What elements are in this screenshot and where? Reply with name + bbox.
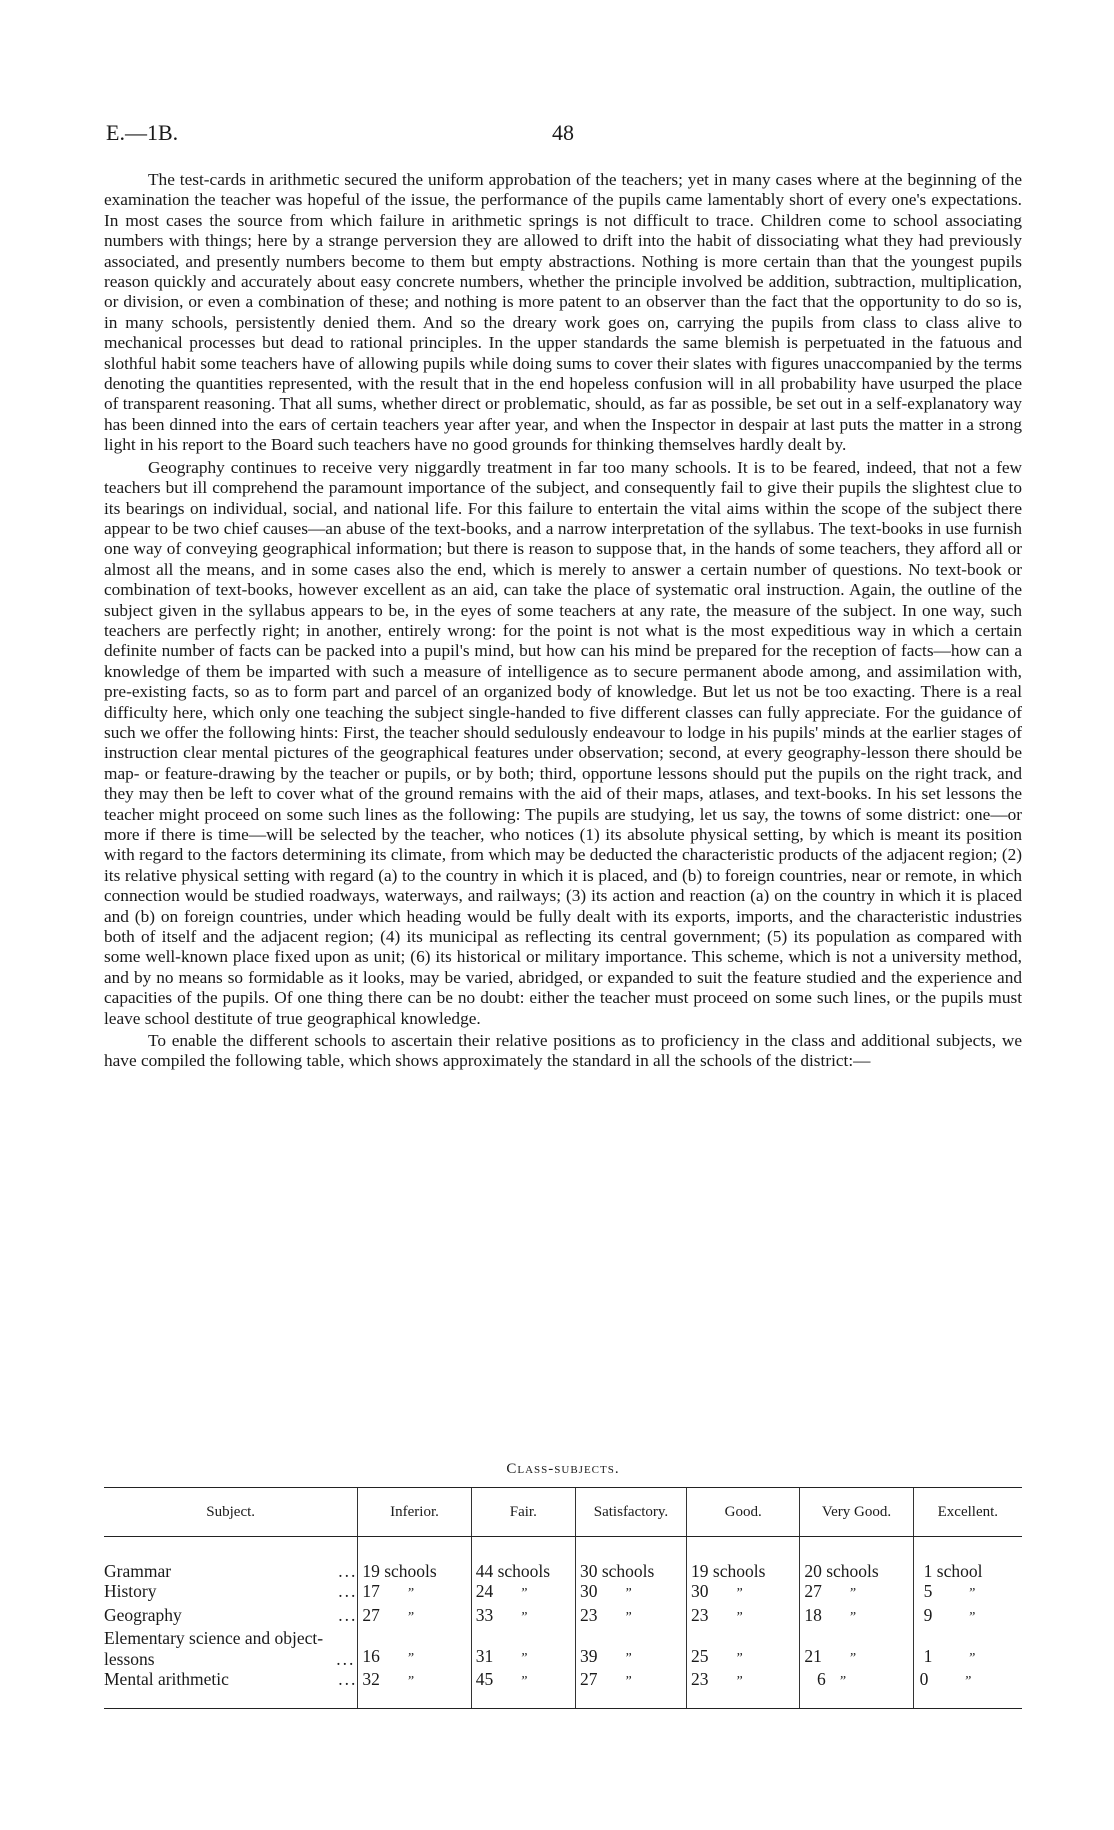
table-row — [104, 1669, 1022, 1709]
header-inferior: Inferior. — [358, 1488, 471, 1537]
class-subjects-table — [104, 1487, 1022, 1709]
value-cell: 33 ” — [471, 1605, 575, 1628]
value-cell: 19 schools — [687, 1537, 800, 1582]
leader-dots: ... — [338, 1581, 358, 1602]
table-row — [104, 1628, 1022, 1669]
subject-cell — [104, 1669, 358, 1709]
value-cell: 6 ” — [800, 1669, 913, 1709]
paragraph-arithmetic: The test-cards in arithmetic secured the uniform approbation of the teachers; yet in many cases where at the beginning of the examination the teacher was hopeful of the issue, the performance of the pupils came lamentably short of every one's expectations. In most cases the source from which failure in arithmetic springs is not difficult to trace. Children come to school associating numbers with things; here by a strange perversion they are allowed to drift into the habit of dissociating what they had previously associated, and presently numbers become to them but empty abstractions. Nothing is more certain than that the youngest pupils reason quickly and accurately about easy concrete numbers, whether the principle involved be addition, subtraction, multiplication, or division, or even a combination of these; and nothing is more patent to an observer than the fact that the opportunity to do so is, in many schools, persistently denied them. And so the dreary work goes on, carrying the pupils from class to class alive to mechanical processes but dead to rational principles. In the upper standards the same blemish is perpetuated in the fatuous and slothful habit some teachers have of allowing pupils while doing sums to cover their slates with figures unaccompanied by the terms denoting the quantities represented, with the result that in the end hopeless confusion will in all probability have usurped the place of transparent reasoning. That all sums, whether direct or problematic, should, as far as possible, be set out in a self-explanatory way has been dinned into the ears of certain teachers year after year, and when the Inspector in despair at last puts the matter in a strong light in his report to the Board such teachers have no good grounds for thinking themselves hardly dealt by. — [104, 170, 1022, 455]
leader-dots: ... — [336, 1648, 356, 1669]
value-cell: 0 ” — [913, 1669, 1022, 1709]
subject-cell — [104, 1581, 358, 1604]
value-cell: 27 ” — [800, 1581, 913, 1604]
page-number: 48 — [552, 120, 574, 145]
value-cell: 44 schools — [471, 1537, 575, 1582]
value-cell: 24 ” — [471, 1581, 575, 1604]
value-cell: 30 ” — [575, 1581, 686, 1604]
value-cell: 16 ” — [358, 1628, 471, 1669]
value-cell: 9 ” — [913, 1605, 1022, 1628]
value-cell: 27 ” — [575, 1669, 686, 1709]
page-header — [106, 120, 1020, 150]
value-cell: 27 ” — [358, 1605, 471, 1628]
header-satisfactory: Satisfactory. — [575, 1488, 686, 1537]
header-subject: Subject. — [104, 1488, 358, 1537]
subject-name: History — [104, 1581, 157, 1602]
subject-cell — [104, 1537, 358, 1582]
body-text — [104, 170, 1022, 1074]
value-cell: 39 ” — [575, 1628, 686, 1669]
header-good: Good. — [687, 1488, 800, 1537]
leader-dots: ... — [338, 1604, 358, 1625]
value-cell: 23 ” — [575, 1605, 686, 1628]
value-cell: 18 ” — [800, 1605, 913, 1628]
value-cell: 5 ” — [913, 1581, 1022, 1604]
value-cell: 32 ” — [358, 1669, 471, 1709]
value-cell: 17 ” — [358, 1581, 471, 1604]
value-cell: 31 ” — [471, 1628, 575, 1669]
table-row — [104, 1581, 1022, 1604]
subject-name: Geography — [104, 1604, 182, 1625]
leader-dots: ... — [338, 1561, 358, 1581]
subject-name: Elementary science and object-lessons — [104, 1628, 324, 1669]
table-row — [104, 1605, 1022, 1628]
value-cell: 45 ” — [471, 1669, 575, 1709]
value-cell: 23 ” — [687, 1605, 800, 1628]
value-cell: 21 ” — [800, 1628, 913, 1669]
value-cell: 30 ” — [687, 1581, 800, 1604]
value-cell: 20 schools — [800, 1537, 913, 1582]
paragraph-table-intro: To enable the different schools to ascertain their relative positions as to proficiency in the class and additional subjects, we have compiled the following table, which shows approximately the standard in all the schools of the district:— — [104, 1031, 1022, 1071]
value-cell: 25 ” — [687, 1628, 800, 1669]
table-row — [104, 1537, 1022, 1582]
value-cell: 19 schools — [358, 1537, 471, 1582]
value-cell: 23 ” — [687, 1669, 800, 1709]
paragraph-geography: Geography continues to receive very niggardly treatment in far too many schools. It is to be feared, indeed, that not a few teachers but ill comprehend the paramount importance of the subject, and consequently fail to give their pupils the slightest clue to its bearings on individual, social, and national life. For this failure to entertain the vital aims within the scope of the subject there appear to be two chief causes—an abuse of the text-books, and a narrow interpretation of the syllabus. The text-books in use furnish one way of conveying geographical information; but there is reason to suppose that, in the hands of some teachers, they afford all or almost all the means, and in some cases also the end, which is merely to answer a certain number of questions. No text-book or combination of text-books, however excellent as an aid, can take the place of systematic oral instruction. Again, the outline of the subject given in the syllabus appears to be, in the eyes of some teachers at any rate, the measure of the subject. In one way, such teachers are perfectly right; in another, entirely wrong: for the point is not what is the most expeditious way in which a certain definite number of facts can be packed into a pupil's mind, but how can his mind be prepared for the reception of facts—how can a knowledge of them be imparted with such a measure of intelligence as to secure permanent abode among, and assimilation with, pre-existing facts, so as to form part and parcel of an organized body of knowledge. But let us not be too exacting. There is a real difficulty here, which only one teaching the subject single-handed to five different classes can fully appreciate. For the guidance of such we offer the following hints: First, the teacher should sedulously endeavour to lodge in his pupils' minds at the earlier stages of instruction clear mental pictures of the geographical features under observation; second, at every geography-lesson there should be map- or feature-drawing by the teacher or pupils, or by both; third, opportune lessons should put the pupils on the right track, and they may then be left to cover what of the ground remains with the aid of their maps, atlases, and text-books. In his set lessons the teacher might proceed on some such lines as the following: The pupils are studying, let us say, the towns of some district: one—or more if there is time—will be selected by the teacher, who notices (1) its absolute physical setting, by which is meant its position with regard to the factors determining its climate, from which may be deducted the characteristic products of the adjacent region; (2) its relative physical setting with regard (a) to the country in which it is placed, and (b) to foreign countries, near or remote, in which connection would be studied roadways, waterways, and railways; (3) its action and reaction (a) on the country in which it is placed and (b) on foreign countries, under which heading would be fully dealt with its exports, imports, and the characteristic industries both of itself and the adjacent region; (4) its municipal as reflecting its central government; (5) its population as compared with some well-known place fixed upon as unit; (6) its historical or military importance. This scheme, which is not a university method, and by no means so formidable as it looks, may be varied, abridged, or expanded to suit the feature studied and the experience and capacities of the pupils. Of one thing there can be no doubt: either the teacher must proceed on some such lines, or the pupils must leave school destitute of true geographical knowledge. — [104, 457, 1022, 1028]
header-excellent: Excellent. — [913, 1488, 1022, 1537]
subject-cell — [104, 1628, 358, 1669]
header-very-good: Very Good. — [800, 1488, 913, 1537]
subject-cell — [104, 1605, 358, 1628]
subject-name: Grammar — [104, 1561, 172, 1581]
header-fair: Fair. — [471, 1488, 575, 1537]
table-title: Class-subjects. — [506, 1461, 620, 1477]
table-header-row — [104, 1488, 1022, 1537]
value-cell: 30 schools — [575, 1537, 686, 1582]
leader-dots: ... — [338, 1669, 358, 1690]
subject-name: Mental arithmetic — [104, 1669, 229, 1690]
value-cell: 1 school — [913, 1537, 1022, 1582]
value-cell: 1 ” — [913, 1628, 1022, 1669]
document-reference: E.—1B. — [106, 120, 179, 145]
